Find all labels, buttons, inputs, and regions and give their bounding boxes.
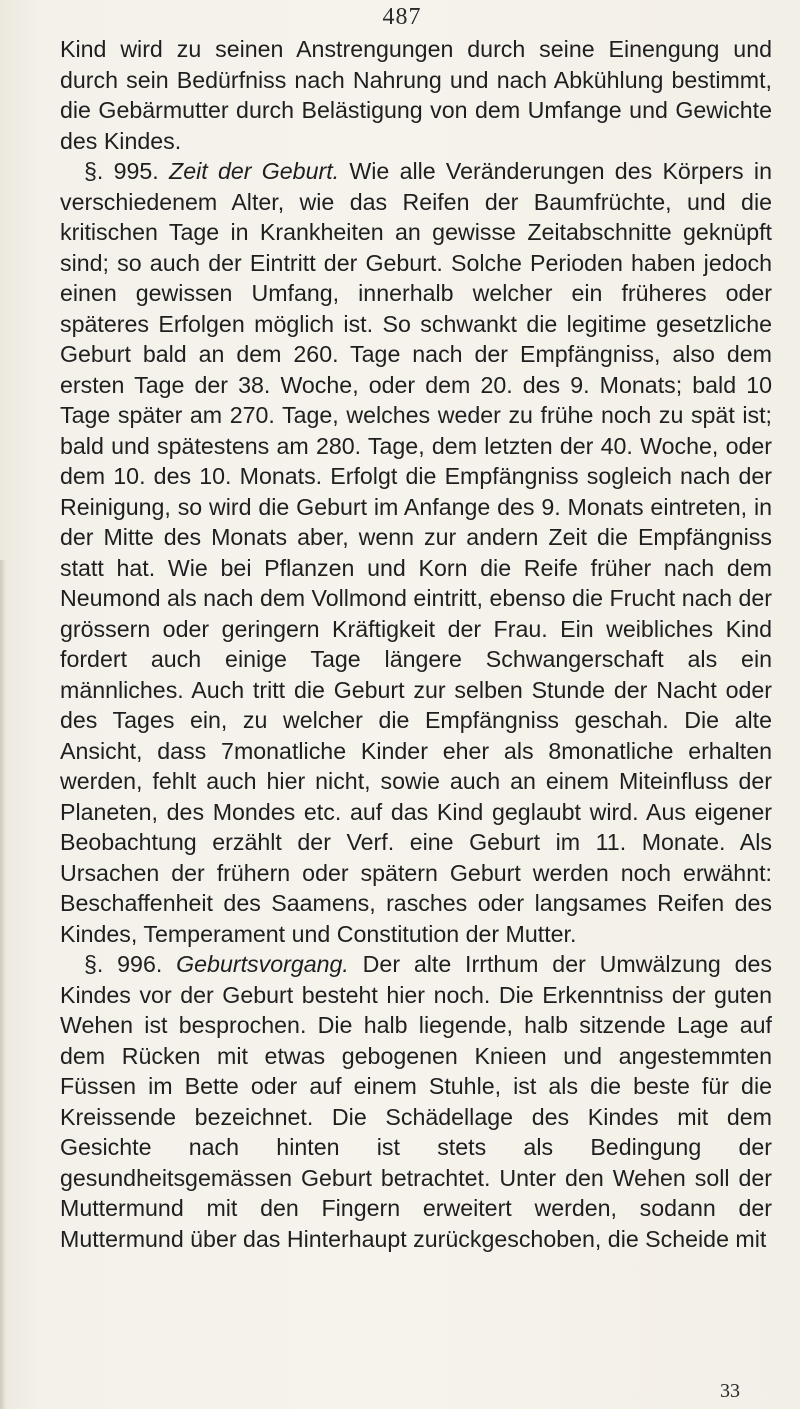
paragraph-section-996	[60, 949, 772, 1254]
page-edge-shadow	[0, 560, 6, 1409]
paragraph-text: Wie alle Veränderungen des Körpers in verschiedenem Alter, wie das Reifen der Baumfrüchte, und die kritischen Tage in Krankheiten an gewisse Zeitabschnitte geknüpft sind; so auch der Eintritt der Geburt. Solche Perioden haben jedoch einen gewissen Umfang, innerhalb welcher ein früheres oder späteres Erfolgen möglich ist. So schwankt die legitime gesetzliche Geburt bald an dem 260. Tage nach der Empfängniss, also dem ersten Tage der 38. Woche, oder dem 20. des 9. Monats; bald 10 Tage später am 270. Tage, welches weder zu frühe noch zu spät ist; bald und spätestens am 280. Tage, dem letzten der 40. Woche, oder dem 10. des 10. Monats. Erfolgt die Empfängniss sogleich nach der Reinigung, so wird die Geburt im Anfange des 9. Monats eintreten, in der Mitte des Monats aber, wenn zur andern Zeit die Empfängniss statt hat. Wie bei Pflanzen und Korn die Reife früher nach dem Neumond als nach dem Vollmond eintritt, ebenso die Frucht nach der grössern oder geringern Kräftigkeit der Frau. Ein weibliches Kind fordert auch einige Tage längere Schwangerschaft als ein männliches. Auch tritt die Geburt zur selben Stunde der Nacht oder des Tages ein, zu welcher die Empfängniss geschah. Die alte Ansicht, dass 7monatliche Kinder eher als 8monatliche erhalten werden, fehlt auch hier nicht, sowie auch an einem Miteinfluss der Planeten, des Mondes etc. auf das Kind geglaubt wird. Aus eigener Beobachtung erzählt der Verf. eine Geburt im 11. Monate. Als Ursachen der frühern oder spätern Geburt werden noch erwähnt: Beschaffenheit des Saamens, rasches oder langsames Reifen des Kindes, Temperament und Constitution der Mutter.	[60, 158, 772, 947]
section-title: Geburtsvorgang.	[176, 951, 349, 977]
paragraph-continuation	[60, 34, 772, 156]
paragraph-text: Der alte Irrthum der Umwälzung des Kindes vor der Geburt besteht hier noch. Die Erkenntniss der guten Wehen ist besprochen. Die halb liegende, halb sitzende Lage auf dem Rücken mit etwas gebogenen Knieen und angestemmten Füssen im Bette oder auf einem Stuhle, ist als die beste für die Kreissende bezeichnet. Die Schädellage des Kindes mit dem Gesichte nach hinten ist stets als Bedingung der gesundheitsgemässen Geburt betrachtet. Unter den Wehen soll der Muttermund mit den Fingern erweitert werden, sodann der Muttermund über das Hinterhaupt zurückgeschoben, die Scheide mit	[60, 951, 772, 1252]
paragraph-text: Kind wird zu seinen Anstrengungen durch seine Einengung und durch sein Bedürfniss nach Nahrung und nach Abkühlung bestimmt, die Gebärmutter durch Belästigung von dem Umfange und Gewichte des Kindes.	[60, 36, 772, 154]
page-number: 487	[382, 4, 422, 30]
printer-signature: 33	[720, 1380, 740, 1402]
body-text	[60, 34, 772, 1254]
section-number: §. 995.	[84, 158, 159, 184]
section-title: Zeit der Geburt.	[169, 158, 340, 184]
paragraph-section-995	[60, 156, 772, 949]
section-number: §. 996.	[84, 951, 163, 977]
